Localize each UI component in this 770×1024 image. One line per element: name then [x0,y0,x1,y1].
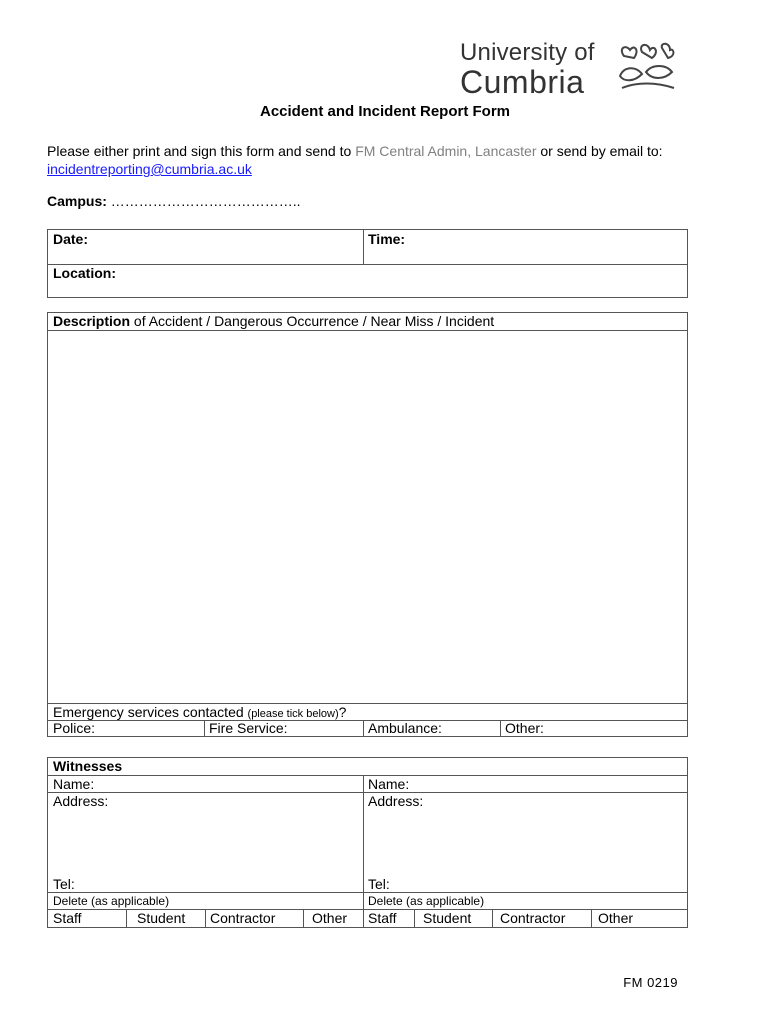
emergency-note: (please tick below) [247,708,339,720]
witness-1-other-option[interactable]: Other [312,910,348,926]
campus-field [47,193,301,209]
form-code: FM 0219 [623,975,678,990]
witness-2-contractor-option[interactable]: Contractor [500,910,566,926]
witnesses-title: Witnesses [53,758,123,774]
intro-text-b: or send by email to: [536,143,663,159]
campus-label: Campus: [47,193,111,209]
other-checkbox[interactable]: Other: [505,720,544,736]
witness-2-staff-option[interactable]: Staff [368,910,397,926]
intro-text [47,142,707,178]
witness-2-student-option[interactable]: Student [423,910,472,926]
intro-text-a: Please either print and sign this form and send to [47,143,356,159]
intro-recipient: FM Central Admin, Lancaster [355,143,537,159]
police-checkbox[interactable]: Police: [53,720,96,736]
witness-1-name[interactable]: Name: [53,776,95,792]
leaf-emblem-icon [616,42,678,96]
witness-2-name[interactable]: Name: [368,776,410,792]
witness-2-tel[interactable]: Tel: [368,876,390,892]
witness-2-address[interactable]: Address: [368,793,424,809]
time-field[interactable]: Time: [368,231,406,247]
description-header [48,313,687,330]
witness-1-delete-note: Delete (as applicable) [53,894,170,908]
emergency-end: ? [338,704,347,720]
witness-1-contractor-option[interactable]: Contractor [210,910,276,926]
details-table [47,229,688,298]
emergency-services-row [48,704,687,720]
email-link[interactable]: incidentreporting@cumbria.ac.uk [47,161,252,177]
witness-2-other-option[interactable]: Other [598,910,634,926]
fire-service-checkbox[interactable]: Fire Service: [209,720,288,736]
witness-1-student-option[interactable]: Student [137,910,186,926]
logo-line-1: University of [460,39,595,66]
date-field[interactable]: Date: [53,231,89,247]
form-title: Accident and Incident Report Form [259,103,511,120]
description-table [47,312,688,737]
campus-dots: ………………………………….. [110,193,301,209]
logo-line-2: Cumbria [460,64,585,100]
description-rest: of Accident / Dangerous Occurrence / Near Miss / Incident [130,313,495,329]
witness-2-delete-note: Delete (as applicable) [368,894,485,908]
emergency-label: Emergency services contacted [53,704,248,720]
witness-1-tel[interactable]: Tel: [53,876,75,892]
witness-1-staff-option[interactable]: Staff [53,910,82,926]
university-logo [460,39,680,100]
ambulance-checkbox[interactable]: Ambulance: [368,720,442,736]
location-field[interactable]: Location: [53,265,116,281]
description-bold: Description [53,313,131,329]
witness-1-address[interactable]: Address: [53,793,109,809]
witnesses-table [47,757,688,928]
description-area[interactable] [48,331,687,703]
